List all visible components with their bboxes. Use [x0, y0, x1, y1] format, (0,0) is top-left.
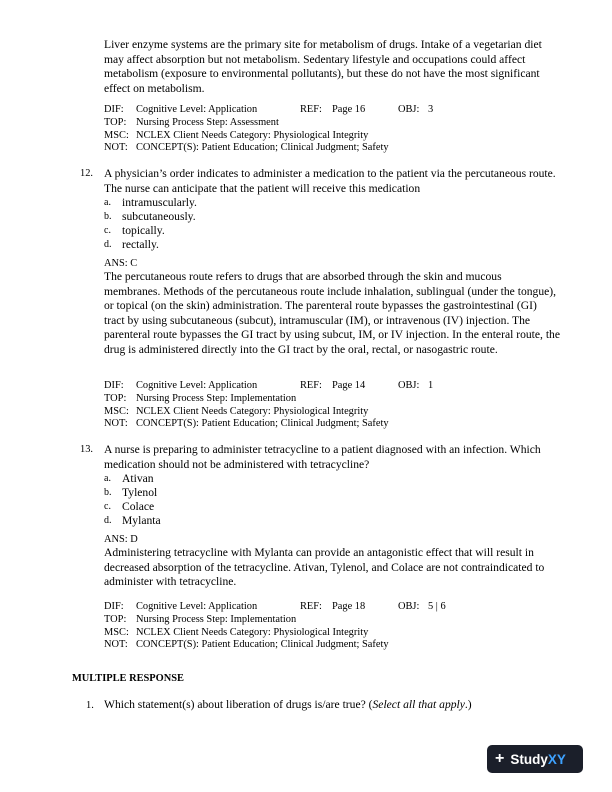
q12-answer: ANS: C: [104, 258, 138, 269]
dif-value: Cognitive Level: Application: [136, 601, 258, 612]
dif-label: DIF:: [104, 601, 124, 612]
top-label: TOP:: [104, 392, 127, 404]
q13-rationale: Administering tetracycline with Mylanta can provide an antagonistic effect that will result in decreased absorption of the tetracycline. Ativan, Tylenol, and Colace are not contraindicated to administer with tetracycline.: [104, 546, 545, 589]
ref-value: Page 18: [332, 601, 366, 612]
top-value: Nursing Process Step: Implementation: [136, 392, 297, 404]
q13-answer: ANS: D: [104, 534, 138, 545]
q11-metadata: [104, 104, 564, 155]
q13-number: 13.: [80, 444, 93, 455]
q12-stem: A physician’s order indicates to administer a medication to the patient via the percutaneous route. The nurse can anticipate that the patient will receive this medication: [104, 167, 556, 195]
q13-metadata: [104, 601, 564, 652]
mr-q1-stem: Which statement(s) about liberation of drugs is/are true? (Select all that apply.): [104, 698, 472, 711]
obj-label: OBJ:: [398, 601, 420, 612]
top-value: Nursing Process Step: Assessment: [136, 116, 279, 128]
dif-value: Cognitive Level: Application: [136, 104, 258, 115]
dif-label: DIF:: [104, 104, 124, 115]
not-label: NOT:: [104, 418, 128, 430]
top-value: Nursing Process Step: Implementation: [136, 613, 297, 625]
msc-label: MSC:: [104, 626, 129, 638]
msc-label: MSC:: [104, 129, 129, 141]
ref-label: REF:: [300, 601, 322, 612]
ref-label: REF:: [300, 104, 322, 115]
dif-label: DIF:: [104, 380, 124, 391]
document-page: Liver enzyme systems are the primary site for metabolism of drugs. Intake of a vegetarian diet may affect absorption but not metabolism. Sedentary lifestyle and occupations could affect metabolism (exposure to environmental pollutants), but these do not have the most significant effect on metabolism. DIF: Cognitive Level: Application REF: Page 16 OBJ: 3 TOP: Nursing Process Step: Assessment MSC: NCLEX Client Needs Category: Physiological Integrity NOT: CONCEPT(S): Patient Education; Clinical Judgment; Safety 12. A physician’s order indicates to administer a medication to the patient via the percutaneous route. The nurse can anticipate that the patient will receive this medication a. intramuscularly. b. subcutaneously. c. topically. d. rectally. ANS: C The percutaneous route refers to drugs that are absorbed through the skin and mucous membranes. Methods of the percutaneous route include inhalation, sublingual (under the tongue), or topical (on the skin) administration. The parenteral route bypasses the gastrointestinal (GI) tract by using subcutaneous (subcut), intramuscular (IM), or intravenous (IV) injection. The parenteral route bypasses the GI tract by using subcut, IM, or IV injection. In the enteral route, the drug is administered directly into the GI tract by the oral, rectal, or nasogastric route. DIF: Cognitive Level: Application REF: Page 14 OBJ: 1 TOP: Nursing Process Step: Implementation MSC: NCLEX Client Needs Category: Physiological Integrity NOT: CONCEPT(S): Patient Education; Clinical Judgment; Safety 13. A nurse is preparing to administer tetracycline to a patient diagnosed with an infection. Which medication should not be administered with tetracycline? a. Ativan b. Tylenol c. Colace d. Mylanta ANS: D Administering tetracycline with Mylanta can provide an antagonistic effect that will result in decreased absorption of the tetracycline. Ativan, Tylenol, and Colace are not contraindicated to administer with tetracycline. DIF: Cognitive Level: Application REF: Page 18 OBJ: 5 | 6 TOP: Nursing Process Step: Implementation MSC: NCLEX Client Needs Category: Physiological Integrity NOT: CONCEPT(S): Patient Education; Clinical Judgment; Safety MULTIPLE RESPONSE 1. Which statement(s) about liberation of drugs is/are true? (Select all that apply.) + Study XY: [0, 0, 612, 792]
q12-metadata: [104, 380, 564, 431]
q13-stem: A nurse is preparing to administer tetracycline to a patient diagnosed with an infection. Which medication should not be administered with tetracycline?: [104, 443, 541, 471]
q12-rationale: The percutaneous route refers to drugs that are absorbed through the skin and mucous membranes. Methods of the percutaneous route include inhalation, sublingual (under the tongue), or topical (on the skin) administration. The parenteral route bypasses the gastrointestinal (GI) tract by using subcutaneous (subcut), intramuscular (IM), or intravenous (IV) injection. The parenteral route bypasses the GI tract by using subcut, IM, or IV injection. In the enteral route, the drug is administered directly into the GI tract by the oral, rectal, or nasogastric route.: [104, 270, 560, 356]
obj-label: OBJ:: [398, 104, 420, 115]
obj-value: 3: [428, 104, 434, 115]
not-label: NOT:: [104, 639, 128, 651]
not-value: CONCEPT(S): Patient Education; Clinical Judgment; Safety: [136, 418, 389, 430]
ref-value: Page 16: [332, 104, 366, 115]
top-label: TOP:: [104, 613, 127, 625]
not-value: CONCEPT(S): Patient Education; Clinical Judgment; Safety: [136, 142, 389, 154]
studyxy-logo[interactable]: + Study XY: [487, 745, 583, 773]
dif-value: Cognitive Level: Application: [136, 380, 258, 391]
obj-label: OBJ:: [398, 380, 420, 391]
q11-rationale: Liver enzyme systems are the primary site for metabolism of drugs. Intake of a vegetarian diet may affect absorption but not metabolism. Sedentary lifestyle and occupations could affect metabolism (exposure to environmental pollutants), but these do not have the most significant effect on metabolism.: [104, 38, 542, 95]
section-heading: MULTIPLE RESPONSE: [72, 673, 184, 684]
msc-value: NCLEX Client Needs Category: Physiological Integrity: [136, 129, 369, 141]
not-label: NOT:: [104, 142, 128, 154]
top-label: TOP:: [104, 116, 127, 128]
plus-icon: +: [495, 750, 505, 767]
obj-value: 1: [428, 380, 434, 391]
mr-q1-number: 1.: [86, 700, 94, 711]
not-value: CONCEPT(S): Patient Education; Clinical Judgment; Safety: [136, 639, 389, 651]
ref-value: Page 14: [332, 380, 366, 391]
obj-value: 5 | 6: [428, 601, 446, 612]
q12-number: 12.: [80, 168, 93, 179]
msc-label: MSC:: [104, 405, 129, 417]
msc-value: NCLEX Client Needs Category: Physiological Integrity: [136, 405, 369, 417]
msc-value: NCLEX Client Needs Category: Physiological Integrity: [136, 626, 369, 638]
ref-label: REF:: [300, 380, 322, 391]
